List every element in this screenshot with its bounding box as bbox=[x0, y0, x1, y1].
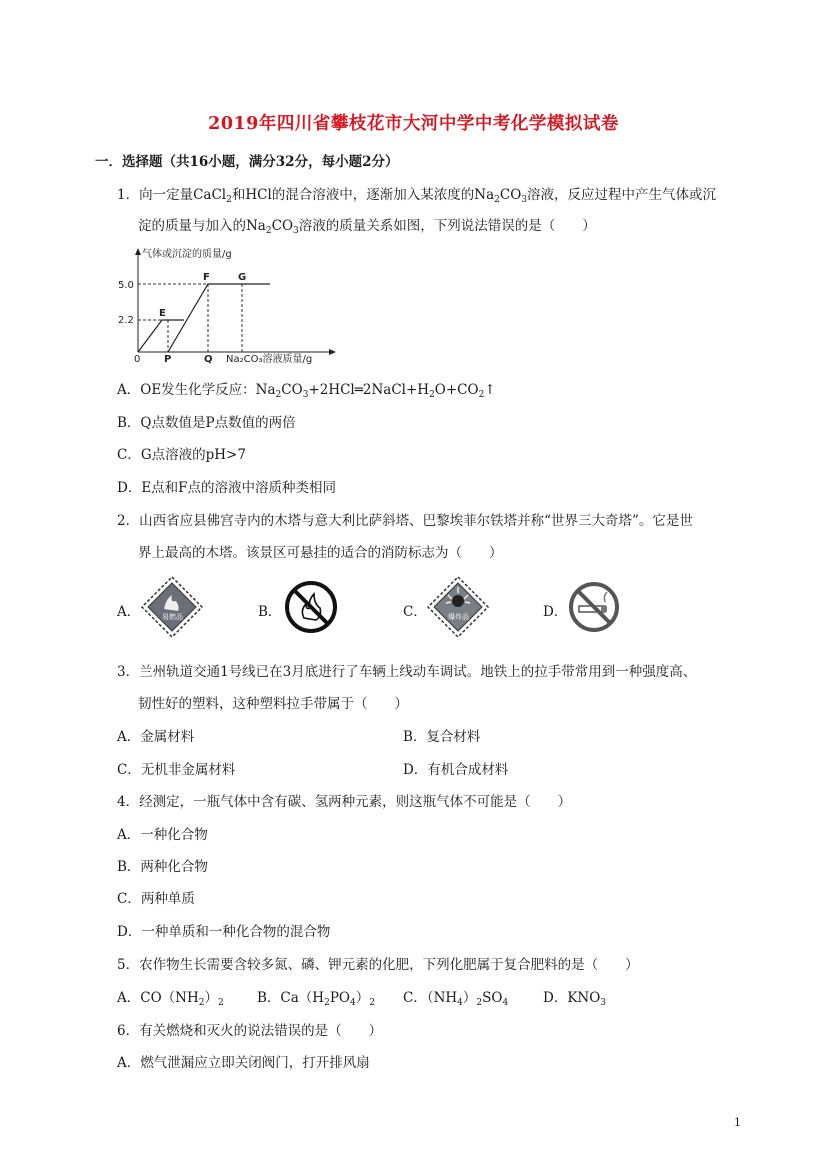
q1-option-d[interactable]: D．E点和F点的溶液中溶质种类相同 bbox=[117, 480, 337, 496]
option-text: D．KNO bbox=[543, 990, 601, 1006]
y-axis-label: 气体或沉淀的质量/g bbox=[142, 249, 232, 260]
page-title: 2019年四川省攀枝花市大河中学中考化学模拟试卷 bbox=[208, 114, 619, 134]
y-axis-arrow bbox=[135, 248, 141, 255]
subscript: 2 bbox=[476, 998, 483, 1008]
q6-line1 bbox=[117, 1019, 382, 1039]
q1-text: 和HCl的混合溶液中，逐渐加入某浓度的Na bbox=[231, 187, 495, 203]
q1-text: 淀的质量与加入的Na bbox=[138, 218, 266, 234]
option-text: ） bbox=[204, 990, 218, 1006]
subscript: 3 bbox=[293, 226, 299, 236]
q1-chart bbox=[112, 244, 342, 366]
subscript: 4 bbox=[457, 998, 463, 1008]
subscript: 2 bbox=[226, 195, 232, 205]
subscript: 3 bbox=[302, 390, 309, 400]
q5-number: 5． bbox=[117, 957, 140, 973]
subscript: 2 bbox=[369, 998, 375, 1008]
point-label-f: F bbox=[203, 272, 210, 283]
q2-line1 bbox=[117, 509, 693, 529]
subscript: 2 bbox=[324, 998, 330, 1008]
subscript: 3 bbox=[600, 998, 607, 1008]
q1-text: CO bbox=[499, 187, 522, 203]
q4-number: 4． bbox=[117, 794, 140, 810]
q2-line2: 界上最高的木塔。该景区可悬挂的适合的消防标志为（ ） bbox=[138, 545, 503, 561]
q5-option-a[interactable] bbox=[117, 986, 224, 1008]
subscript: 3 bbox=[521, 195, 528, 205]
q2-option-d-label[interactable]: D． bbox=[543, 604, 568, 620]
option-text: SO bbox=[482, 990, 503, 1006]
q3-option-b[interactable]: B．复合材料 bbox=[403, 729, 481, 745]
q4-option-c[interactable]: C．两种单质 bbox=[117, 891, 195, 907]
subscript: 4 bbox=[349, 998, 356, 1008]
subscript: 2 bbox=[265, 226, 272, 236]
y-tick-2-2: 2.2 bbox=[118, 315, 134, 326]
x-tick-p: P bbox=[164, 354, 172, 365]
q5-text: 农作物生长需要含较多氮、磷、钾元素的化肥，下列化肥属于复合肥料的是（ ） bbox=[139, 957, 639, 973]
option-text: CO bbox=[281, 382, 303, 398]
q1-line1 bbox=[117, 183, 716, 205]
subscript: 2 bbox=[494, 195, 500, 205]
q5-option-b[interactable] bbox=[257, 986, 375, 1008]
option-text: ） bbox=[462, 990, 477, 1006]
q1-number: 1． bbox=[117, 187, 140, 203]
q3-option-c[interactable]: C．无机非金属材料 bbox=[117, 762, 236, 778]
q1-option-a[interactable] bbox=[117, 378, 496, 400]
q1-line2 bbox=[138, 214, 596, 236]
q6-text: 有关燃烧和灭火的说法错误的是（ ） bbox=[139, 1023, 383, 1039]
page-number: 1 bbox=[734, 1116, 741, 1129]
option-text: O+CO bbox=[434, 382, 479, 398]
q4-option-a[interactable]: A．一种化合物 bbox=[117, 827, 208, 843]
q4-line1 bbox=[117, 790, 571, 810]
q1-option-b[interactable]: B．Q点数值是P点数值的两倍 bbox=[117, 415, 296, 431]
subscript: 2 bbox=[478, 390, 485, 400]
q1-text: CO bbox=[271, 218, 294, 234]
q1-option-c[interactable]: C．G点溶液的pH>7 bbox=[117, 447, 246, 463]
q3-line1 bbox=[117, 660, 696, 680]
option-text: ↑ bbox=[484, 382, 496, 398]
q2-text: 山西省应县佛宫寺内的木塔与意大利比萨斜塔、巴黎埃菲尔铁塔并称“世界三大奇塔”。它是世 bbox=[139, 513, 693, 529]
q1-text: 向一定量CaCl bbox=[139, 187, 227, 203]
no-fire-sign-icon[interactable] bbox=[282, 578, 340, 636]
subscript: 2 bbox=[275, 390, 282, 400]
subscript: 2 bbox=[198, 998, 205, 1008]
q3-number: 3． bbox=[117, 664, 140, 680]
option-text: C．（NH bbox=[403, 990, 458, 1006]
q4-option-b[interactable]: B．两种化合物 bbox=[117, 859, 208, 875]
q4-option-d[interactable]: D．一种单质和一种化合物的混合物 bbox=[117, 924, 331, 940]
x-axis-arrow bbox=[329, 349, 336, 355]
q6-option-a[interactable]: A．燃气泄漏应立即关闭阀门，打开排风扇 bbox=[117, 1055, 370, 1071]
x-tick-q: Q bbox=[204, 354, 213, 365]
q5-line1 bbox=[117, 953, 639, 973]
q5-option-c[interactable] bbox=[403, 986, 508, 1008]
q2-option-c-label[interactable]: C． bbox=[403, 604, 427, 620]
section-heading: 一．选择题（共16小题，满分32分，每小题2分） bbox=[95, 154, 399, 170]
q6-number: 6． bbox=[117, 1023, 140, 1039]
q4-text: 经测定，一瓶气体中含有碳、氢两种元素，则这瓶气体不可能是（ ） bbox=[139, 794, 572, 810]
q5-option-d[interactable] bbox=[543, 986, 606, 1008]
q1-text: 溶液，反应过程中产生气体或沉 bbox=[527, 187, 717, 203]
explosive-sign-icon[interactable] bbox=[426, 575, 490, 639]
x-tick-0: 0 bbox=[134, 354, 141, 365]
flammable-sign-icon[interactable] bbox=[140, 575, 204, 639]
q3-line2: 韧性好的塑料，这种塑料拉手带属于（ ） bbox=[138, 696, 408, 712]
q1-text: 溶液的质量关系如图，下列说法错误的是（ ） bbox=[298, 218, 596, 234]
series-precipitate bbox=[168, 284, 270, 352]
option-text: +2HCl═2NaCl+H bbox=[308, 382, 430, 398]
option-text: PO bbox=[329, 990, 350, 1006]
q3-option-d[interactable]: D．有机合成材料 bbox=[403, 762, 509, 778]
explosive-sign-text: 爆炸品 bbox=[448, 613, 469, 621]
flammable-sign-text: 易燃品 bbox=[162, 613, 183, 621]
point-label-e: E bbox=[159, 308, 166, 319]
q2-option-b-label[interactable]: B． bbox=[258, 604, 282, 620]
option-text: A．CO（NH bbox=[117, 990, 199, 1006]
subscript: 2 bbox=[429, 390, 435, 400]
y-tick-5: 5.0 bbox=[118, 280, 134, 291]
option-text: ） bbox=[355, 990, 370, 1006]
subscript: 2 bbox=[217, 998, 224, 1008]
option-text: A．OE发生化学反应：Na bbox=[117, 382, 276, 398]
q2-number: 2． bbox=[117, 513, 140, 529]
no-smoking-sign-icon[interactable] bbox=[567, 580, 621, 634]
point-label-g: G bbox=[238, 272, 247, 283]
q3-text: 兰州轨道交通1号线已在3月底进行了车辆上线动车调试。地铁上的拉手带常用到一种强度高、 bbox=[139, 664, 697, 680]
q3-option-a[interactable]: A．金属材料 bbox=[117, 729, 195, 745]
x-axis-label: Na₂CO₃溶液质量/g bbox=[226, 354, 313, 365]
q2-option-a-label[interactable]: A． bbox=[117, 604, 141, 620]
subscript: 4 bbox=[502, 998, 509, 1008]
option-text: B．Ca（H bbox=[257, 990, 325, 1006]
